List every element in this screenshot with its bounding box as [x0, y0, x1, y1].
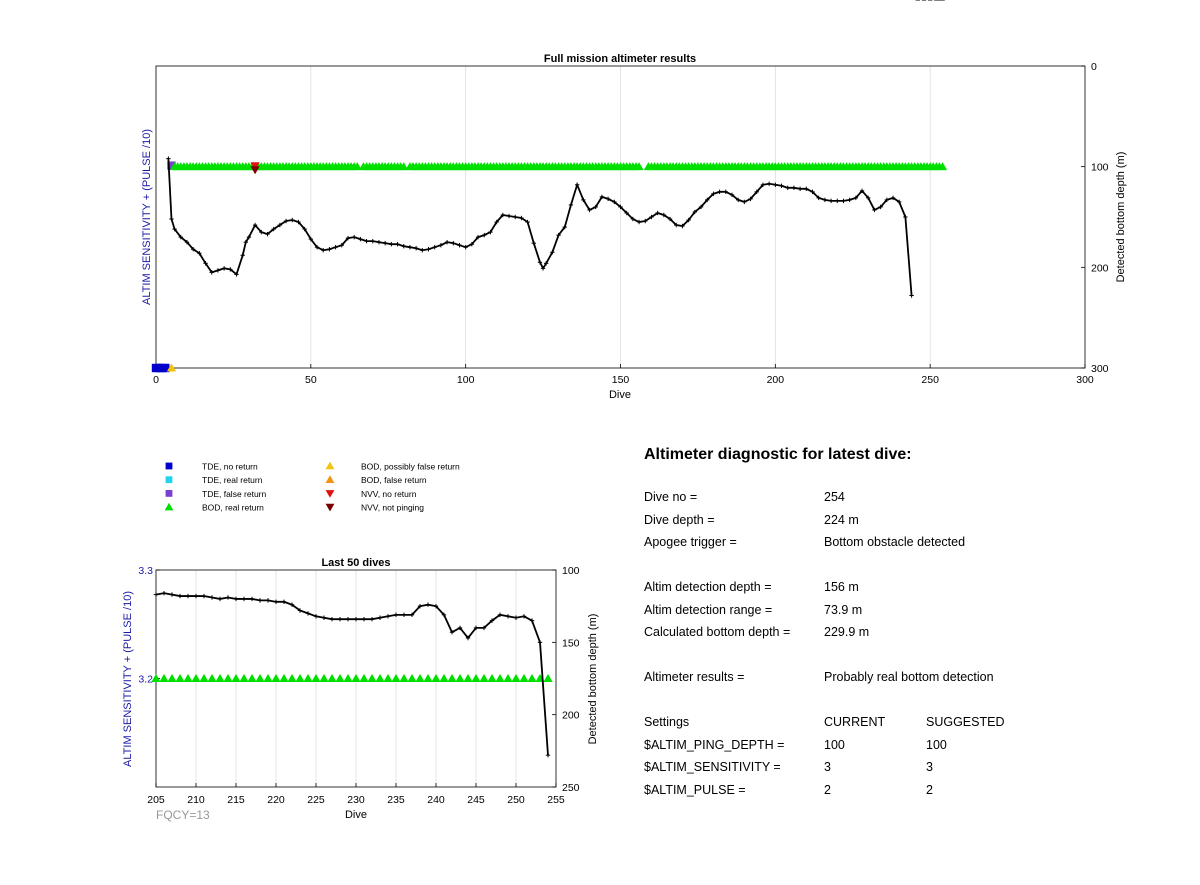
bod-real-return-marker [247, 674, 256, 682]
dive-no-row [644, 486, 1164, 509]
x-tick-label: 245 [467, 794, 485, 806]
main-chart-x-ticks [153, 364, 1094, 386]
y-tick-label: 300 [1091, 363, 1109, 375]
bod-real-return-marker [367, 674, 376, 682]
altimeter-results-row [644, 666, 1164, 689]
legend-bod-possibly-false-return-label: BOD, possibly false return [361, 461, 460, 472]
legend-nvv-no-return-label: NVV, no return [361, 488, 417, 499]
bod-real-return-marker [527, 674, 536, 682]
bod-real-return-marker [487, 674, 496, 682]
setting-current: 2 [824, 782, 831, 797]
bod-real-return-marker [319, 674, 328, 682]
legend-tde-no-return-label: TDE, no return [202, 461, 258, 472]
detection-range-value: 73.9 m [824, 602, 863, 617]
bod-real-return-marker [519, 674, 528, 682]
frequency-note: FQCY=13 [156, 808, 210, 822]
bod-real-return-marker [183, 674, 192, 682]
altimeter-results-value: Probably real bottom detection [824, 670, 994, 684]
small-chart-markers [151, 674, 552, 682]
current-header: CURRENT [824, 715, 886, 729]
bod-real-return-marker [431, 674, 440, 682]
bod-real-return-marker [511, 674, 520, 682]
bod-real-return-marker [207, 674, 216, 682]
bod-real-return-marker [359, 674, 368, 682]
right-y-tick-label: 150 [562, 637, 580, 650]
setting-suggested: 3 [926, 760, 933, 774]
x-tick-label: 240 [427, 794, 445, 806]
diagnostic-title: Altimeter diagnostic for latest dive: [644, 446, 912, 463]
main-chart-left-ylabel: ALTIM SENSITIVITY + (PULSE /10) [141, 129, 153, 305]
legend-tde-real-return-label: TDE, real return [202, 475, 263, 486]
setting-name: $ALTIM_SENSITIVITY = [644, 760, 781, 774]
legend-nvv-not-pinging-label: NVV, not pinging [361, 502, 425, 513]
legend-bod-real-return-label: BOD, real return [202, 502, 264, 513]
apogee-trigger-label: Apogee trigger = [644, 535, 737, 549]
bod-real-return-marker [399, 674, 408, 682]
main-chart-right-ylabel: Detected bottom depth (m) [1115, 151, 1127, 283]
setting-suggested: 100 [926, 737, 947, 752]
legend-nvv-not-pinging-marker [326, 504, 335, 512]
y-tick-label: 200 [1091, 262, 1109, 275]
legend-tde-real-return-marker [166, 476, 173, 483]
x-tick-label: 255 [547, 794, 565, 806]
bod-real-return-marker [215, 674, 224, 682]
x-tick-label: 100 [456, 374, 475, 386]
bod-real-return-marker [223, 674, 232, 682]
small-chart-left-y-ticks [138, 565, 160, 686]
bod-real-return-marker [335, 674, 344, 682]
dive-no-value: 254 [824, 490, 845, 504]
bottom-depth-row [644, 621, 1164, 644]
small-chart-right-ylabel: Detected bottom depth (m) [587, 613, 599, 745]
y-tick-label: 0 [1091, 61, 1097, 73]
x-tick-label: 225 [307, 794, 325, 806]
apogee-trigger-value: Bottom obstacle detected [824, 535, 966, 549]
bod-real-return-marker [543, 674, 552, 682]
apogee-trigger-row [644, 531, 1164, 554]
bod-real-return-marker [327, 674, 336, 682]
main-chart-title: Full mission altimeter results [543, 53, 697, 65]
detection-depth-value: 156 m [824, 580, 859, 594]
legend-nvv-no-return-marker [326, 490, 335, 498]
altimeter-results-label: Altimeter results = [644, 670, 745, 684]
last-50-dives-chart [122, 557, 599, 821]
bottom-depth-line [156, 593, 548, 755]
x-tick-label: 235 [387, 794, 405, 806]
bod-real-return-marker [311, 674, 320, 682]
nvv-not-pinging-marker [250, 166, 259, 174]
setting-name: $ALTIM_PING_DEPTH = [644, 737, 785, 752]
x-tick-label: 205 [147, 794, 165, 806]
detection-depth-row [644, 576, 1164, 599]
bod-real-return-marker [463, 674, 472, 682]
bod-real-return-marker [239, 674, 248, 682]
bod-real-return-marker [231, 674, 240, 682]
x-tick-label: 250 [507, 794, 525, 806]
bod-real-return-marker [271, 674, 280, 682]
setting-current: 3 [824, 760, 831, 774]
bod-real-return-marker [167, 674, 176, 682]
x-tick-label: 250 [921, 374, 939, 386]
main-chart-markers [152, 161, 947, 372]
dive-no-label: Dive no = [644, 490, 698, 504]
x-tick-label: 230 [347, 794, 365, 806]
bod-real-return-marker [287, 674, 296, 682]
detection-range-row [644, 599, 1164, 622]
bod-real-return-marker [479, 674, 488, 682]
legend-bod-false-return-marker [326, 475, 335, 483]
bod-real-return-marker [455, 674, 464, 682]
x-tick-label: 200 [766, 374, 785, 386]
bod-real-return-marker [447, 674, 456, 682]
main-chart-xlabel: Dive [608, 389, 632, 401]
main-chart-grid [311, 66, 930, 368]
bod-real-return-marker [295, 674, 304, 682]
setting-row [644, 756, 1164, 779]
small-chart-x-ticks [147, 783, 565, 806]
main-chart-series [166, 0, 945, 298]
bod-real-return-marker [503, 674, 512, 682]
bod-real-return-marker [391, 674, 400, 682]
bod-real-return-marker [375, 674, 384, 682]
small-chart-xlabel: Dive [344, 809, 368, 821]
legend-tde-false-return-marker [166, 490, 173, 497]
detection-depth-label: Altim detection depth = [644, 580, 772, 594]
x-tick-label: 150 [611, 374, 630, 386]
x-tick-label: 220 [267, 794, 285, 806]
bottom-depth-value: 229.9 m [824, 625, 870, 639]
setting-row [644, 734, 1164, 757]
bod-real-return-marker [439, 674, 448, 682]
bod-real-return-marker [351, 674, 360, 682]
x-tick-label: 300 [1076, 374, 1094, 386]
y-tick-label: 100 [1091, 161, 1109, 174]
legend-bod-real-return-marker [165, 503, 174, 511]
dive-depth-label: Dive depth = [644, 512, 715, 527]
x-tick-label: 210 [187, 794, 205, 806]
bod-real-return-marker [159, 674, 168, 682]
bod-real-return-marker [471, 674, 480, 682]
detection-range-label: Altim detection range = [644, 602, 773, 617]
settings-header: Settings [644, 715, 690, 729]
small-chart-left-ylabel: ALTIM SENSITIVITY + (PULSE /10) [122, 591, 134, 767]
left-y-tick-label: 3.3 [138, 565, 153, 577]
bod-real-return-marker [423, 674, 432, 682]
right-y-tick-label: 200 [562, 709, 580, 722]
legend-tde-no-return-marker [166, 463, 173, 470]
bod-real-return-marker [303, 674, 312, 682]
bod-real-return-marker [199, 674, 208, 682]
right-y-tick-label: 250 [562, 782, 580, 794]
x-tick-label: 0 [153, 374, 159, 386]
suggested-header: SUGGESTED [926, 715, 1005, 729]
x-tick-label: 215 [227, 794, 245, 806]
setting-current: 100 [824, 737, 845, 752]
bod-real-return-marker [279, 674, 288, 682]
altimeter-diagnostic-panel [644, 446, 1164, 801]
bod-real-return-marker [383, 674, 392, 682]
full-mission-chart [141, 0, 1127, 401]
legend-bod-possibly-false-return-marker [326, 462, 335, 470]
bod-real-return-marker [407, 674, 416, 682]
left-y-tick-label: 3.2 [138, 673, 153, 686]
x-tick-label: 50 [304, 374, 317, 386]
setting-suggested: 2 [926, 782, 933, 797]
bottom-depth-label: Calculated bottom depth = [644, 625, 791, 639]
legend-tde-false-return-label: TDE, false return [202, 488, 267, 499]
setting-row [644, 779, 1164, 802]
bod-real-return-marker [175, 674, 184, 682]
legend [165, 462, 460, 513]
bod-real-return-marker [495, 674, 504, 682]
bod-real-return-marker [255, 674, 264, 682]
small-chart-series [154, 591, 550, 757]
legend-bod-false-return-label: BOD, false return [361, 475, 427, 486]
dive-depth-row [644, 509, 1164, 532]
bod-real-return-marker [263, 674, 272, 682]
right-y-tick-label: 100 [562, 565, 580, 577]
bod-real-return-marker [415, 674, 424, 682]
setting-name: $ALTIM_PULSE = [644, 782, 746, 797]
bod-real-return-marker [343, 674, 352, 682]
settings-header-row [644, 711, 1164, 734]
small-chart-title: Last 50 dives [321, 557, 391, 569]
dive-depth-value: 224 m [824, 512, 859, 527]
bod-real-return-marker [191, 674, 200, 682]
